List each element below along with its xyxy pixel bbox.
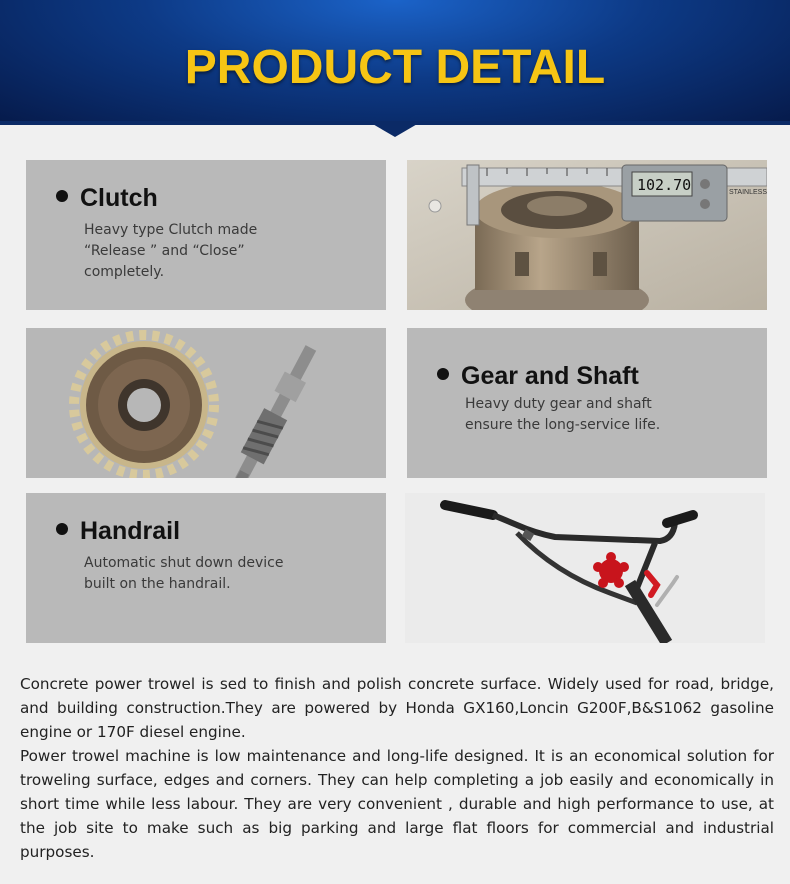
clutch-photo [407, 160, 767, 310]
gear-photo [26, 328, 386, 478]
bullet-icon [56, 190, 68, 202]
handrail-text-panel [26, 493, 386, 643]
handrail-photo [405, 493, 765, 643]
page-title: PRODUCT DETAIL [184, 41, 606, 94]
handrail-heading [56, 517, 180, 546]
handrail-title: Handrail [80, 517, 181, 545]
gear-heading [437, 362, 639, 391]
handrail-description: Automatic shut down device built on the handrail. [84, 555, 284, 592]
gear-text-panel [407, 328, 767, 478]
clutch-title: Clutch [80, 184, 158, 212]
header-notch [371, 123, 419, 137]
gear-shaft-image [26, 328, 386, 478]
clutch-heading [56, 184, 158, 213]
bullet-icon [56, 523, 68, 535]
description-paragraph-1: Concrete power trowel is sed to finish and polish concrete surface. Widely used for road, bridge, and building construction.They are powered by Honda GX160,Loncin G200F,B&S1062 gasoline engine or 170F diesel engine. [20, 675, 774, 741]
caliper-reading: 102.70 [637, 176, 692, 194]
caliper-brand: STAINLESS [729, 189, 767, 196]
gear-description: Heavy duty gear and shaft ensure the long-service life. [465, 396, 661, 433]
clutch-description: Heavy type Clutch made “Release ” and “Close” completely. [84, 222, 258, 280]
handrail-image [405, 493, 765, 643]
bullet-icon [437, 368, 449, 380]
clutch-text-panel [26, 160, 386, 310]
product-description [20, 672, 774, 864]
gear-title: Gear and Shaft [461, 362, 639, 390]
clutch-caliper-image [407, 160, 767, 310]
description-paragraph-2: Power trowel machine is low maintenance and long-life designed. It is an economical solution for troweling surface, edges and corners. They can help completing a job easily and economically in short time while less labour. They are very convenient , durable and high performance to use, at the job site to make such as big parking and large flat floors for commercial and industrial purposes. [20, 747, 774, 861]
